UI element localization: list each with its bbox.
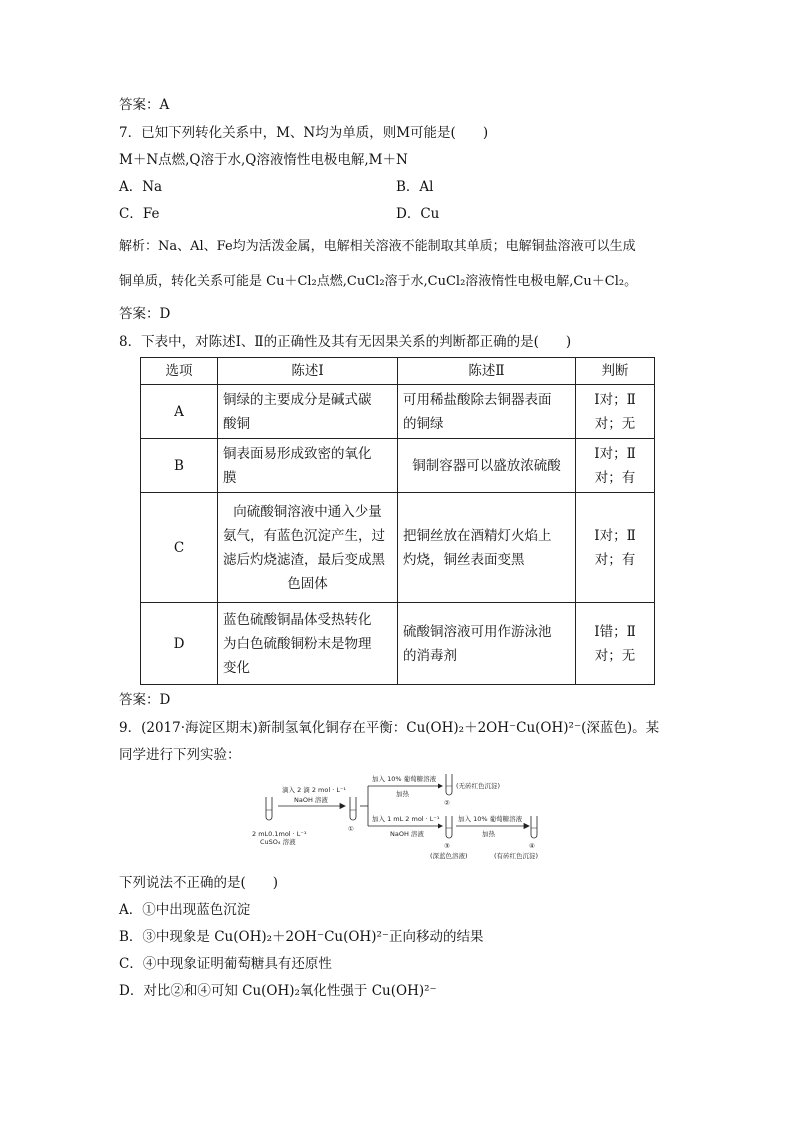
arrow-1-top: 滴入 2 滴 2 mol · L⁻¹ (282, 786, 347, 794)
tube-3-label: ③ (444, 842, 450, 850)
header-statement-1: 陈述Ⅰ (218, 358, 398, 385)
text-line: 可用稀盐酸除去铜器表面 (403, 391, 552, 408)
table-row (141, 603, 655, 685)
text-line: 色固体 (287, 575, 328, 592)
text-line: Ⅰ对；Ⅱ (594, 445, 636, 462)
tube-3-note: (深蓝色溶液) (430, 852, 468, 860)
q9-option-b: B．③中现象是 Cu(OH)₂＋2OH⁻Cu(OH)²⁻正向移动的结果 (119, 929, 484, 945)
text-line: 对；无 (594, 415, 636, 432)
q7-option-d: D．Cu (396, 206, 440, 222)
text-line: 硫酸铜溶液可用作游泳池 (403, 623, 552, 640)
row-judgement (576, 493, 655, 603)
tube-4-note: (有砖红色沉淀) (494, 852, 539, 860)
text-line: 向硫酸铜溶液中通入少量 (233, 503, 382, 520)
arrow-4-bottom: 加热 (482, 830, 495, 838)
text-line: 为白色硫酸铜粉末是物理 (223, 635, 372, 652)
table-row (141, 493, 655, 603)
text-line: 对；有 (594, 551, 636, 568)
text-line: 酸铜 (223, 415, 250, 432)
arrow-upper-head (438, 784, 443, 789)
q7-option-c: C．Fe (119, 206, 160, 222)
text-line: Ⅰ错；Ⅱ (594, 623, 636, 640)
q9-stem-line1: 9．(2017·海淀区期末)新制氢氧化铜存在平衡：Cu(OH)₂＋2OH⁻Cu(OH)²⁻(深蓝色)。某 (119, 720, 660, 736)
q7-analysis-line2: 铜单质，转化关系可能是 Cu＋Cl₂点燃,CuCl₂溶于水,CuCl₂溶液惰性电极电解,Cu＋Cl₂。 (119, 274, 638, 289)
row-statement-1 (218, 493, 398, 603)
q6-answer: 答案：A (119, 97, 170, 113)
table-row (141, 385, 655, 439)
row-statement-2 (398, 603, 576, 685)
header-option: 选项 (141, 358, 218, 385)
text-line: 铜表面易形成致密的氧化 (223, 445, 372, 462)
table-header-row (141, 358, 655, 385)
arrow-1 (278, 804, 345, 809)
row-option: D (141, 603, 218, 685)
row-option: C (141, 493, 218, 603)
lower-bottom: NaOH 溶液 (390, 830, 424, 838)
upper-bottom: 加热 (396, 790, 409, 798)
tube-start (266, 797, 272, 820)
text-line: 的铜绿 (403, 415, 444, 432)
text-line: 变化 (223, 659, 250, 676)
q9-question: 下列说法不正确的是( ) (119, 875, 279, 891)
tube-4 (531, 816, 537, 838)
text-line: 蓝色硫酸铜晶体受热转化 (223, 611, 372, 628)
arrow-4 (456, 824, 529, 829)
text-line: 灼烧，铜丝表面变黑 (403, 551, 525, 568)
row-judgement (576, 439, 655, 493)
arrow-lower-head (438, 824, 443, 829)
header-statement-2: 陈述Ⅱ (398, 358, 576, 385)
tube-4-label: ④ (529, 842, 535, 850)
arrow-4-top: 加入 10% 葡萄糖溶液 (458, 815, 523, 823)
tube-2-note: (无砖红色沉淀) (456, 782, 501, 790)
tube-3 (446, 816, 452, 838)
row-option: B (141, 439, 218, 493)
q7-stem: 7．已知下列转化关系中，M、N均为单质，则M可能是( ) (119, 125, 489, 141)
row-judgement (576, 603, 655, 685)
row-judgement (576, 385, 655, 439)
text-line: 滤后灼烧滤渣，最后变成黑 (223, 551, 385, 568)
q9-stem-line2: 同学进行下列实验： (119, 747, 241, 763)
q7-scheme: M＋N点燃,Q溶于水,Q溶液惰性电极电解,M＋N (119, 152, 408, 168)
row-statement-1 (218, 603, 398, 685)
text-line: 铜绿的主要成分是碱式碳 (223, 391, 372, 408)
row-statement-2 (398, 385, 576, 439)
q9-option-d: D．对比②和④可知 Cu(OH)₂氧化性强于 Cu(OH)²⁻ (119, 983, 437, 999)
text-line: 把铜丝放在酒精灯火焰上 (403, 527, 552, 544)
q7-option-b: B．Al (396, 179, 434, 195)
row-statement-1 (218, 385, 398, 439)
row-statement-1 (218, 439, 398, 493)
text-line: 氨气，有蓝色沉淀产生，过 (223, 527, 385, 544)
tube-1-label: ① (348, 825, 354, 833)
text-line: Ⅰ对；Ⅱ (594, 527, 636, 544)
upper-top: 加入 10% 葡萄糖溶液 (372, 775, 437, 783)
row-statement-2 (398, 493, 576, 603)
text-line: Ⅰ对；Ⅱ (594, 391, 636, 408)
q7-answer: 答案：D (119, 306, 171, 322)
arrow-1-bottom: NaOH 溶液 (294, 796, 328, 804)
start-label-2: CuSO₄ 溶液 (260, 838, 296, 846)
experiment-diagram (244, 772, 574, 864)
text-line: 对；无 (594, 647, 636, 664)
q9-option-a: A．①中出现蓝色沉淀 (119, 902, 251, 918)
q8-answer: 答案：D (119, 692, 171, 708)
tube-2-label: ② (444, 799, 450, 807)
text-line: 铜制容器可以盛放浓硫酸 (412, 457, 561, 474)
q7-option-a: A．Na (119, 179, 163, 195)
table-row (141, 439, 655, 493)
text-line: 膜 (223, 469, 237, 486)
header-judgement: 判断 (576, 358, 655, 385)
row-statement-2 (398, 439, 576, 493)
row-option: A (141, 385, 218, 439)
tube-2 (446, 774, 452, 795)
q7-analysis-line1: 解析：Na、Al、Fe均为活泼金属，电解相关溶液不能制取其单质；电解铜盐溶液可以生成 (119, 239, 636, 254)
text-line: 对；有 (594, 469, 636, 486)
q8-table (140, 357, 655, 685)
tube-1 (350, 797, 356, 820)
q9-option-c: C．④中现象证明葡萄糖具有还原性 (119, 956, 332, 972)
q8-stem: 8．下表中，对陈述Ⅰ、Ⅱ的正确性及其有无因果关系的判断都正确的是( ) (119, 334, 572, 350)
text-line: 的消毒剂 (403, 647, 457, 664)
lower-top: 加入 1 mL 2 mol · L⁻¹ (372, 815, 440, 823)
start-label-1: 2 mL0.1mol · L⁻¹ (252, 830, 307, 838)
